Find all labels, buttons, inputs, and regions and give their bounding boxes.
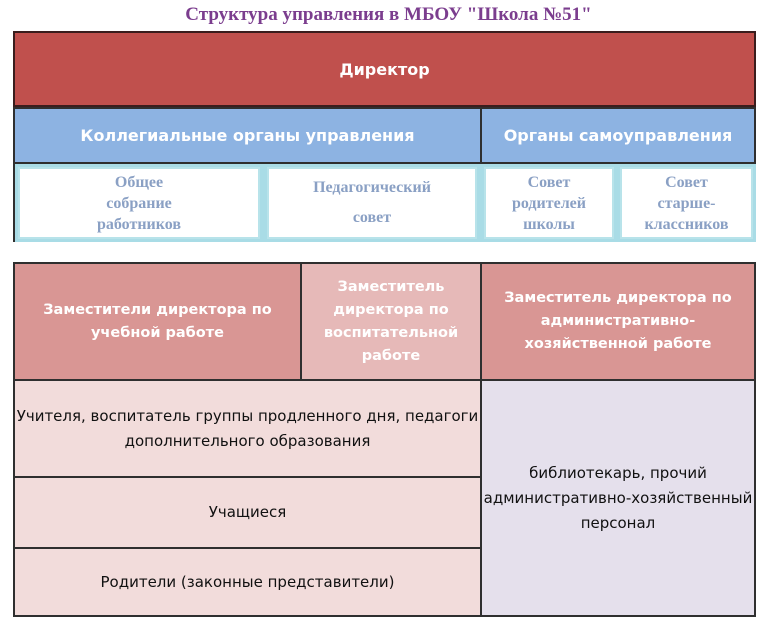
parents-box: Родители (законные представители) <box>13 547 482 617</box>
deputy-educational-box: Заместители директора по учебной работе <box>13 262 302 381</box>
staff-box: библиотекарь, прочий административно-хозяйственный персонал <box>480 379 756 617</box>
students-box: Учащиеся <box>13 476 482 549</box>
page-title: Структура управления в МБОУ "Школа №51" <box>185 4 592 25</box>
deputy-administrative-box: Заместитель директора по административно- хозяйственной работе <box>480 262 756 381</box>
parents-council-box: Совет родителей школы <box>484 167 614 239</box>
pedagogical-council-box: Педагогический совет <box>267 167 477 239</box>
teachers-box: Учителя, воспитатель группы продленного дня, педагоги дополнительного образования <box>13 379 482 478</box>
general-meeting-box: Общее собрание работников <box>18 167 260 239</box>
self-government-header: Органы самоуправления <box>480 107 756 164</box>
seniors-council-box: Совет старше- классников <box>620 167 753 239</box>
collegial-bodies-header: Коллегиальные органы управления <box>13 107 482 164</box>
deputy-upbringing-box: Заместитель директора по воспитательной работе <box>300 262 482 381</box>
director-box: Директор <box>13 31 756 107</box>
